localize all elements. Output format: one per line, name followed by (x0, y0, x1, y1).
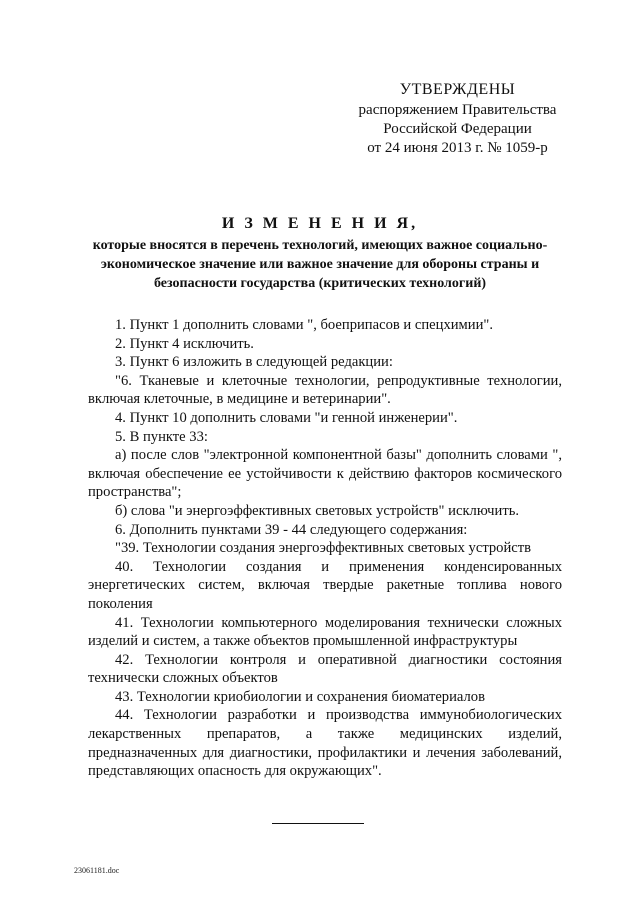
document-title: И З М Е Н Е Н И Я, (221, 215, 419, 232)
closing-rule (272, 823, 364, 824)
paragraph-7: а) после слов "электронной компонентной базы" дополнить словами ", включая обеспечение ее устойчивости к действию факторов космического пространства"; (88, 447, 562, 501)
document-title-block (90, 214, 550, 293)
paragraph-11: 40. Технологии создания и применения конденсированных энергетических систем, включая твердые ракетные топлива нового поколения (88, 558, 562, 612)
document-body (88, 316, 562, 781)
paragraph-12: 41. Технологии компьютерного моделирования технически сложных изделий и систем, а также объектов промышленной инфраструктуры (88, 614, 562, 650)
footer-file-code: 23061181.doc (74, 866, 120, 875)
approval-block (350, 80, 565, 158)
paragraph-8: б) слова "и энергоэффективных световых устройств" исключить. (115, 502, 519, 519)
paragraph-2: 2. Пункт 4 исключить. (115, 335, 254, 352)
paragraph-5: 4. Пункт 10 дополнить словами "и генной инженерии". (115, 409, 458, 426)
paragraph-10: "39. Технологии создания энергоэффективных световых устройств (115, 540, 532, 557)
paragraph-14: 43. Технологии криобиологии и сохранения биоматериалов (115, 688, 485, 705)
paragraph-15: 44. Технологии разработки и производства иммунобиологических лекарственных препаратов, а также медицинских изделий, предназначенных для диагностики, профилактики и лечения заболеваний, представляющих опасность для окружающих". (88, 707, 562, 780)
document-subtitle: которые вносятся в перечень технологий, имеющих важное социально-экономическое значение или важное значение для обороны страны и безопасности государства (критических технологий) (92, 238, 548, 291)
approval-heading: УТВЕРЖДЕНЫ (399, 81, 516, 98)
approval-line-2: Российской Федерации (383, 121, 532, 137)
approval-line-1: распоряжением Правительства (358, 102, 557, 118)
paragraph-3: 3. Пункт 6 изложить в следующей редакции: (115, 354, 393, 371)
paragraph-4: "6. Тканевые и клеточные технологии, репродуктивные технологии, включая клеточные, в медицине и ветеринарии". (88, 372, 562, 408)
approval-line-3: от 24 июня 2013 г. № 1059-р (367, 140, 548, 156)
paragraph-13: 42. Технологии контроля и оперативной диагностики состояния технически сложных объектов (88, 651, 562, 687)
paragraph-1: 1. Пункт 1 дополнить словами ", боеприпасов и спецхимии". (115, 317, 494, 333)
paragraph-6: 5. В пункте 33: (115, 428, 208, 445)
paragraph-9: 6. Дополнить пунктами 39 - 44 следующего содержания: (115, 521, 468, 538)
